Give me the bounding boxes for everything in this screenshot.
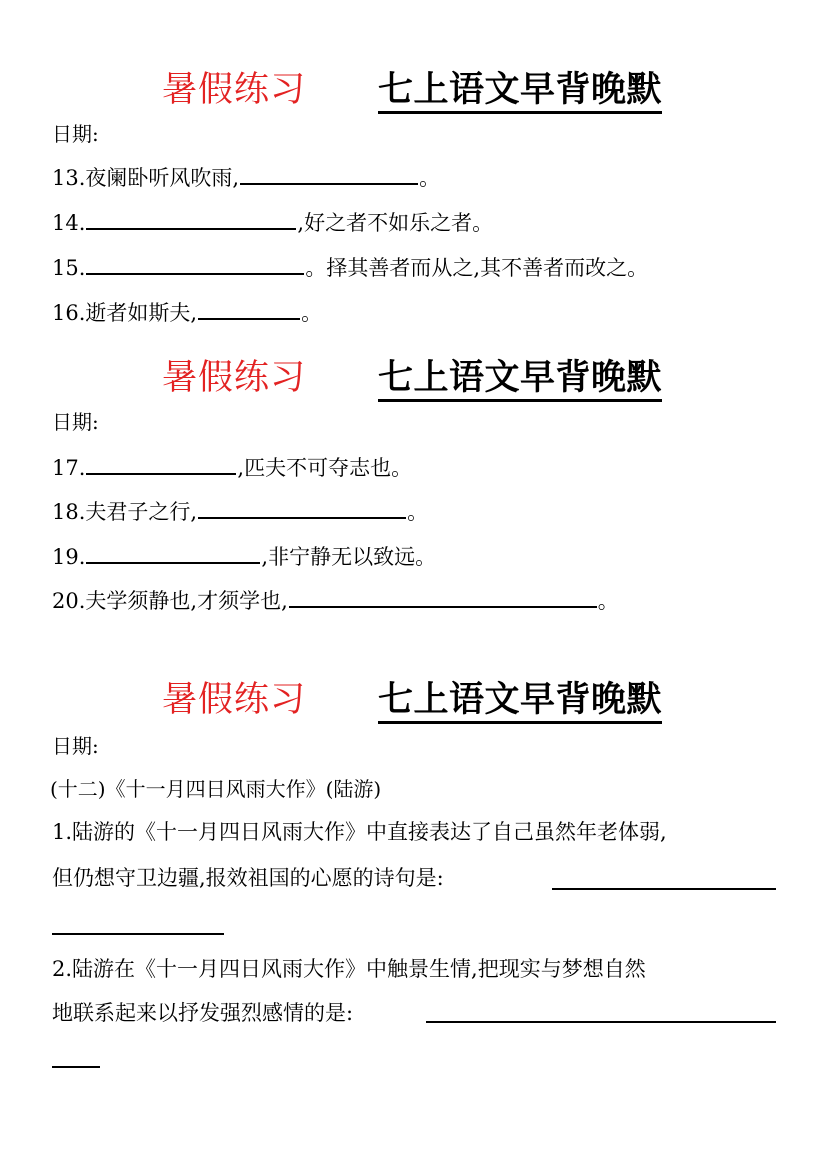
question-19: 19. ,非宁静无以致远。: [52, 542, 436, 570]
question-13: 13.夜阑卧听风吹雨, 。: [52, 163, 440, 191]
date-label: 日期:: [52, 122, 99, 146]
answer-blank[interactable]: [289, 586, 597, 608]
answer-blank[interactable]: [86, 542, 260, 564]
answer-blank[interactable]: [426, 1021, 776, 1023]
header-left-title: 暑假练习: [162, 70, 307, 110]
header-right-title: 七上语文早背晚默: [378, 350, 662, 400]
date-label: 日期:: [52, 410, 99, 434]
question-1-line-1: 1.陆游的《十一月四日风雨大作》中直接表达了自己虽然年老体弱,: [52, 820, 667, 844]
question-15: 15. 。择其善者而从之,其不善者而改之。: [52, 253, 648, 281]
question-2-line-1: 2.陆游在《十一月四日风雨大作》中触景生情,把现实与梦想自然: [52, 957, 646, 981]
header-right-title: 七上语文早背晚默: [378, 672, 662, 722]
header-left-title: 暑假练习: [162, 680, 307, 720]
question-2-line-2: 地联系起来以抒发强烈感情的是:: [52, 1001, 354, 1025]
answer-blank[interactable]: [86, 208, 296, 230]
answer-blank[interactable]: [552, 888, 776, 890]
section-title: (十二)《十一月四日风雨大作》(陆游): [50, 777, 382, 801]
answer-blank[interactable]: [198, 298, 300, 320]
answer-blank[interactable]: [86, 453, 236, 475]
answer-blank[interactable]: [52, 933, 224, 935]
answer-blank[interactable]: [52, 1066, 100, 1068]
answer-blank[interactable]: [86, 253, 304, 275]
question-1-line-2: 但仍想守卫边疆,报效祖国的心愿的诗句是:: [52, 866, 444, 890]
question-17: 17. ,匹夫不可夺志也。: [52, 453, 412, 481]
date-label: 日期:: [52, 734, 99, 758]
header-right-title: 七上语文早背晚默: [378, 62, 662, 112]
worksheet-header-2: [0, 350, 827, 400]
answer-blank[interactable]: [198, 497, 406, 519]
header-left-title: 暑假练习: [162, 358, 307, 398]
question-14: 14. ,好之者不如乐之者。: [52, 208, 493, 236]
worksheet-header-3: [0, 672, 827, 722]
question-18: 18.夫君子之行, 。: [52, 497, 428, 525]
worksheet-header-1: [0, 62, 827, 112]
question-16: 16.逝者如斯夫, 。: [52, 298, 322, 326]
question-20: 20.夫学须静也,才须学也, 。: [52, 586, 619, 614]
answer-blank[interactable]: [240, 163, 418, 185]
